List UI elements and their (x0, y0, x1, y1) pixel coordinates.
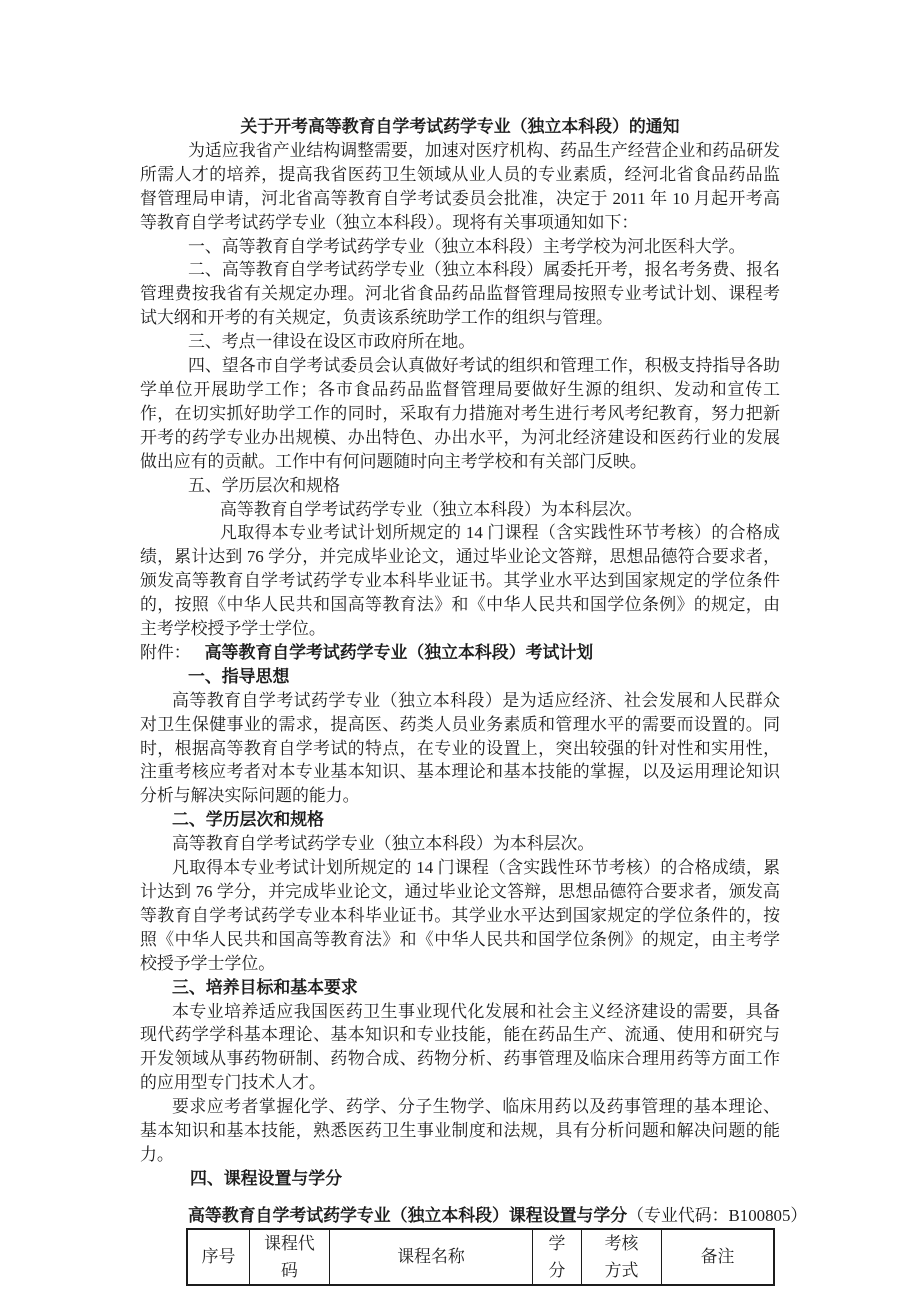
attachment-paragraph-2a: 高等教育自学考试药学专业（独立本科段）为本科层次。 (172, 834, 595, 854)
table-header-kechengmingcheng-label: 课程名称 (397, 1247, 465, 1267)
table-header-xuefen (533, 1229, 582, 1285)
table-header-kechengmingcheng (330, 1229, 533, 1285)
table-header-xuhao (187, 1229, 250, 1285)
notice-item-5-sub-paragraph-2: 凡取得本专业考试计划所规定的 14 门课程（含实践性环节考核）的合格成绩，累计达到 76 学分，并完成毕业论文，通过毕业论文答辩，思想品德符合要求者，颁发高等教育自学考试药学专业本科毕业证书。其学业水平达到国家规定的学位条件的，按照《中华人民共和国高等教育法》和《中华人民共和国学位条例》的规定，由主考学校授予学士学位。 (140, 523, 780, 639)
attachment-heading-2: 二、学历层次和规格 (172, 810, 325, 830)
course-table-caption-title: 高等教育自学考试药学专业（独立本科段）课程设置与学分 (188, 1205, 628, 1225)
attachment-paragraph-3b: 要求应考者掌握化学、药学、分子生物学、临床用药以及药事管理的基本理论、基本知识和基本技能，熟悉医药卫生事业制度和法规，具有分析问题和解决问题的能力。 (140, 1097, 780, 1164)
notice-item-1: 一、高等教育自学考试药学专业（独立本科段）主考学校为河北医科大学。 (188, 236, 746, 256)
table-header-kechengdaima-label: 课程代码 (264, 1233, 315, 1280)
table-header-xuefen-label: 学分 (548, 1233, 566, 1280)
course-table (186, 1228, 775, 1286)
course-table-header-row (187, 1229, 774, 1285)
table-header-kaohefangshi (582, 1229, 662, 1285)
table-header-kechengdaima (250, 1229, 330, 1285)
document-title: 关于开考高等教育自学考试药学专业（独立本科段）的通知 (240, 117, 680, 136)
attachment-paragraph-1: 高等教育自学考试药学专业（独立本科段）是为适应经济、社会发展和人民群众对卫生保健事业的需求，提高医、药类人员业务素质和管理水平的需要而设置的。同时，根据高等教育自学考试的特点，在专业的设置上，突出较强的针对性和实用性，注重考核应考者对本专业基本知识、基本理论和基本技能的掌握，以及运用理论知识分析与解决实际问题的能力。 (140, 690, 780, 806)
attachment-heading-4: 四、课程设置与学分 (190, 1168, 343, 1188)
table-header-kaohefangshi-label: 考核方式 (604, 1233, 639, 1280)
table-header-beizhu (662, 1229, 775, 1285)
attachment-heading-1: 一、指导思想 (188, 666, 290, 686)
notice-item-5-heading: 五、学历层次和规格 (188, 475, 341, 495)
notice-item-3: 三、考点一律设在设区市政府所在地。 (188, 332, 476, 352)
attachment-paragraph-2b: 凡取得本专业考试计划所规定的 14 门课程（含实践性环节考核）的合格成绩，累计达到 76 学分，并完成毕业论文，通过毕业论文答辩，思想品德符合要求者，颁发高等教育自学考试药学专业本科毕业证书。其学业水平达到国家规定的学位条件的，按照《中华人民共和国高等教育法》和《中华人民共和国学位条例》的规定，由主考学校授予学士学位。 (140, 858, 780, 973)
table-header-xuhao-label: 序号 (201, 1247, 236, 1267)
course-table-caption-code: （专业代码：B100805） (627, 1205, 808, 1225)
attachment-title: 高等教育自学考试药学专业（独立本科段）考试计划 (204, 642, 594, 662)
attachment-heading-3: 三、培养目标和基本要求 (172, 977, 358, 997)
notice-item-4: 四、望各市自学考试委员会认真做好考试的组织和管理工作，积极支持指导各助学单位开展助学工作；各市食品药品监督管理局要做好生源的组织、发动和宣传工作，在切实抓好助学工作的同时，采取有力措施对考生进行考风考纪教育，努力把新开考的药学专业办出规模、办出特色、办出水平，为河北经济建设和医药行业的发展做出应有的贡献。工作中有何问题随时向主考学校和有关部门反映。 (140, 356, 780, 471)
course-table-caption (140, 1204, 808, 1228)
notice-item-5-sub-paragraph-1: 高等教育自学考试药学专业（独立本科段）为本科层次。 (220, 499, 643, 519)
attachment-label: 附件： (140, 642, 191, 662)
notice-intro-paragraph: 为适应我省产业结构调整需要，加速对医疗机构、药品生产经营企业和药品研发所需人才的培养，提高我省医药卫生领域从业人员的专业素质，经河北省食品药品监督管理局申请，河北省高等教育自学考试委员会批准，决定于 2011 年 10 月起开考高等教育自学考试药学专业（独立本科段）。现将有关事项通知如下： (140, 140, 780, 232)
attachment-line (140, 641, 780, 665)
notice-item-2: 二、高等教育自学考试药学专业（独立本科段）属委托开考，报名考务费、报名管理费按我省有关规定办理。河北省食品药品监督管理局按照专业考试计划、课程考试大纲和开考的有关规定，负责该系统助学工作的组织与管理。 (140, 260, 780, 328)
table-header-beizhu-label: 备注 (700, 1247, 735, 1267)
attachment-paragraph-3a: 本专业培养适应我国医药卫生事业现代化发展和社会主义经济建设的需要，具备现代药学学科基本理论、基本知识和专业技能，能在药品生产、流通、使用和研究与开发领域从事药物研制、药物合成、药物分析、药事管理及临床合理用药等方面工作的应用型专门技术人才。 (140, 1001, 780, 1093)
